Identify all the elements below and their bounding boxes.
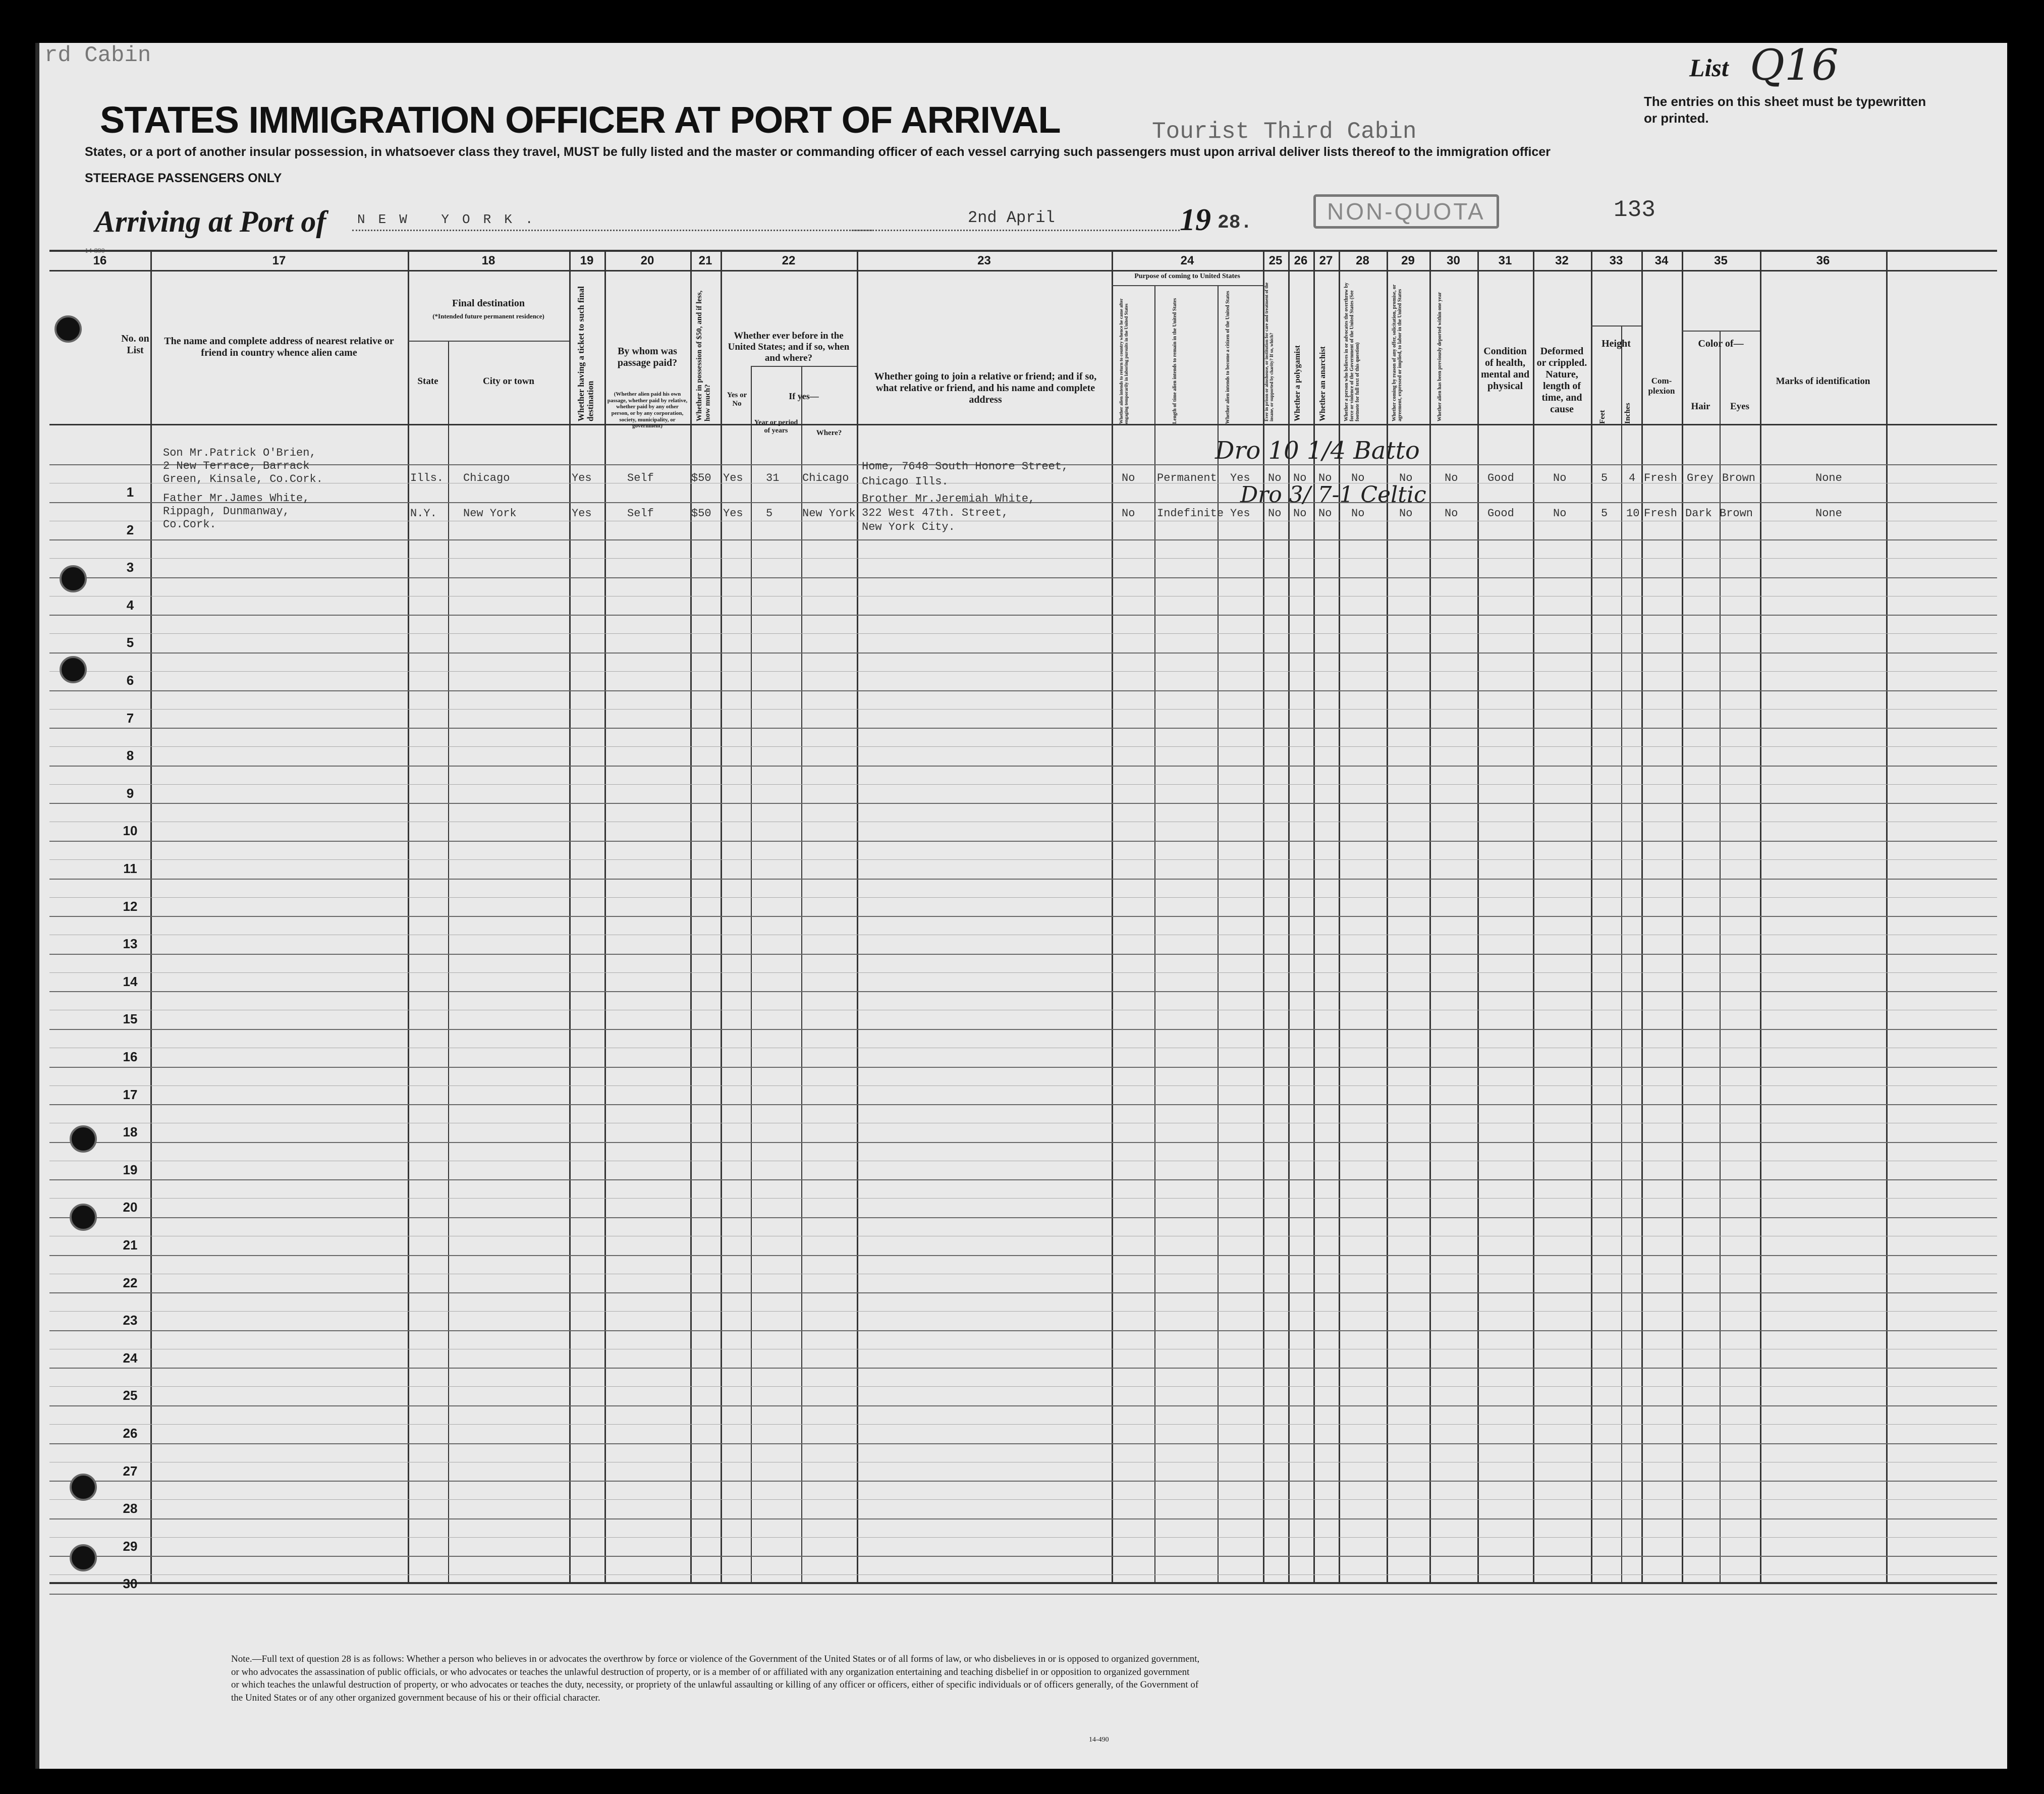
col-num: 23 <box>977 254 991 267</box>
row-rule <box>49 1029 1997 1030</box>
row-subrule <box>49 897 1997 898</box>
row1-citizen: Yes <box>1230 472 1250 484</box>
row-rule <box>49 1594 1997 1595</box>
row2-q29: No <box>1399 507 1413 520</box>
col-num: 33 <box>1609 254 1623 267</box>
header-purpose-citizen: Whether alien intends to become a citizen of the United States <box>1225 291 1231 424</box>
row-rule <box>49 1217 1997 1218</box>
row-rule <box>49 615 1997 616</box>
header-inches: Inches <box>1624 403 1632 424</box>
row1-complexion: Fresh <box>1644 472 1678 484</box>
row2-polygamist: No <box>1293 507 1307 520</box>
row2-anarchist: No <box>1318 507 1332 520</box>
header-polygamist: Whether a polygamist <box>1293 345 1302 421</box>
list-number: Q16 <box>1750 40 1839 90</box>
header-q28: Whether a person who believes in or advocates the overthrow by force or violence of the Government of the United States (See footnote for full text of this question) <box>1344 283 1360 421</box>
row-number: 11 <box>123 861 137 876</box>
header-prison: Ever in prison or almshouse, or institution for care and treatment of the insane, or supported by charity? If so, which? <box>1264 282 1274 421</box>
header-purpose-length: Length of time alien intends to remain in the United States <box>1172 298 1178 424</box>
row-rule <box>49 1443 1997 1444</box>
row-rule <box>49 1330 1997 1331</box>
row-rule <box>49 1405 1997 1406</box>
header-color-of: Color of— <box>1698 338 1744 349</box>
header-money: Whether in possession of $50, and if less, how much? <box>695 290 712 421</box>
col-num: 29 <box>1401 254 1415 267</box>
row-rule <box>49 1368 1997 1369</box>
header-where: Where? <box>816 429 842 437</box>
row1-handwritten-annotation: Dro 10 1/4 Batto <box>1215 437 1420 465</box>
sub-divider <box>751 366 752 1582</box>
row-number: 10 <box>123 823 138 838</box>
col-num: 22 <box>782 254 796 267</box>
col-num: 26 <box>1294 254 1308 267</box>
footnote-question-28: Note.—Full text of question 28 is as follows: Whether a person who believes in or advocates the overthrow by force or violence of the Government of the United States or of all forms of law, or who disbelieves in or is opposed to organized government, or who advocates the assassination of public officials, or who advocates or teaches the unlawful destruction of property, or is a member of or affiliated with any organization entertaining and teaching disbelief in or opposition to organized government or which teaches the unlawful destruction of property, or who advocates or teaches the duty, necessity, or propriety of the unlawful assaulting or killing of any officer or officers, either of specific individuals or of officers generally, of the Government of the United States or of any other organized government because of his or their official character. <box>231 1654 1200 1703</box>
header-hair: Hair <box>1691 401 1710 412</box>
year-suffix: 28. <box>1218 212 1252 234</box>
row-number: 5 <box>126 635 134 650</box>
row-number: 2 <box>126 522 134 537</box>
row-number: 16 <box>123 1049 138 1064</box>
row-number: 8 <box>126 748 134 763</box>
row-rule <box>49 803 1997 804</box>
col-num: 28 <box>1356 254 1369 267</box>
row1-prison: No <box>1268 472 1282 484</box>
port-value: NEW YORK. <box>357 212 546 227</box>
col-num: 25 <box>1268 254 1283 267</box>
row-number: 30 <box>123 1576 138 1591</box>
row2-money: $50 <box>691 507 711 520</box>
row2-length: Indefinite <box>1157 507 1224 520</box>
col-num: 21 <box>698 254 712 267</box>
header-year-period: Year or period of years <box>754 419 798 435</box>
row1-marks: None <box>1815 472 1842 484</box>
subheader-rule <box>1682 331 1760 332</box>
row2-inches: 10 <box>1626 507 1640 520</box>
binder-hole <box>70 1544 97 1571</box>
row1-state: Ills. <box>410 472 444 484</box>
row-rule <box>49 1067 1997 1068</box>
header-height: Height <box>1601 338 1631 349</box>
non-quota-stamp: NON-QUOTA <box>1313 194 1499 229</box>
row2-relative: Father Mr.James White, Rippagh, Dunmanway, Co.Cork. <box>163 492 310 531</box>
header-final-destination-note: (*Intended future permanent residence) <box>432 312 544 320</box>
subheader-rule <box>408 341 569 342</box>
binder-hole <box>70 1204 97 1231</box>
row-subrule <box>49 1311 1997 1312</box>
header-yes-or-no: Yes or No <box>727 391 747 408</box>
row1-paid-by: Self <box>627 472 654 484</box>
row2-feet: 5 <box>1601 507 1608 520</box>
row-number: 3 <box>126 560 134 575</box>
binder-hole <box>70 1474 97 1501</box>
header-no-on-list: No. on List <box>121 333 149 356</box>
row1-eyes: Brown <box>1722 472 1756 484</box>
row-rule <box>49 539 1997 540</box>
row1-length: Permanent <box>1157 472 1217 484</box>
row-rule <box>49 991 1997 992</box>
row-number: 24 <box>123 1350 138 1366</box>
row1-health: Good <box>1487 472 1514 484</box>
row1-years: 31 <box>766 472 780 484</box>
row-subrule <box>49 671 1997 672</box>
row-subrule <box>49 972 1997 973</box>
row-number: 25 <box>123 1388 138 1403</box>
row1-join: Home, 7648 South Honore Street, Chicago Ills. <box>862 460 1069 488</box>
header-ticket: Whether having a ticket to such final destination <box>576 286 595 421</box>
footnote-code: 14-490 <box>1089 1736 1109 1744</box>
row-rule <box>49 1142 1997 1143</box>
col-num: 18 <box>481 254 495 267</box>
row-rule <box>49 1556 1997 1557</box>
row1-deformed: No <box>1553 472 1567 484</box>
row-rule <box>49 653 1997 654</box>
row-number: 14 <box>123 974 138 989</box>
col-num: 30 <box>1447 254 1460 267</box>
sub-divider <box>801 366 802 1582</box>
header-join: Whether going to join a relative or friend; and if so, what relative or friend, and his name and complete address <box>874 371 1097 405</box>
form-code: 14-890 <box>85 247 105 255</box>
row2-state: N.Y. <box>410 507 437 520</box>
row1-q29: No <box>1399 472 1413 484</box>
header-paid-by-note: (Whether alien paid his own passage, whether paid by relative, whether paid by any other person, or by any corporation, society, municipality, or government) <box>607 391 688 429</box>
row-number: 22 <box>123 1275 138 1290</box>
row-subrule <box>49 746 1997 747</box>
col-num: 32 <box>1555 254 1569 267</box>
header-before: Whether ever before in the United States; and if so, when and where? <box>728 331 850 363</box>
header-eyes: Eyes <box>1730 401 1749 412</box>
row-number: 18 <box>123 1124 138 1139</box>
header-paid-by: By whom was passage paid? <box>617 346 678 368</box>
row1-where: Chicago <box>802 472 849 484</box>
manifest-sheet <box>35 40 2007 1769</box>
typewriting-instructions: The entries on this sheet must be typewritten or printed. <box>1644 94 1926 126</box>
col-num: 16 <box>93 254 107 267</box>
row-rule <box>49 766 1997 767</box>
row-subrule <box>49 1574 1997 1575</box>
row-rule <box>49 1518 1997 1519</box>
form-title: STATES IMMIGRATION OFFICER AT PORT OF ARRIVAL <box>100 99 1061 141</box>
row-rule <box>49 954 1997 955</box>
row-subrule <box>49 1499 1997 1500</box>
header-q29: Whether coming by reason of any offer, solicitation, promise, or agreement, expressed or implied, to labor in the United States <box>1392 284 1403 421</box>
row-rule <box>49 690 1997 691</box>
row-number: 15 <box>123 1011 138 1026</box>
binder-hole <box>60 656 87 683</box>
sub-divider <box>1154 285 1155 1582</box>
col-num: 19 <box>580 254 594 267</box>
binder-hole <box>60 565 87 592</box>
row2-purpose-return: No <box>1122 507 1135 520</box>
row-subrule <box>49 633 1997 634</box>
row1-inches: 4 <box>1629 472 1636 484</box>
row-rule <box>49 1179 1997 1180</box>
row-number: 23 <box>123 1313 138 1328</box>
port-underline <box>352 230 872 231</box>
binder-hole <box>70 1125 97 1153</box>
row-subrule <box>49 1085 1997 1086</box>
sub-divider <box>1218 285 1219 1582</box>
row2-complexion: Fresh <box>1644 507 1678 520</box>
row-number: 21 <box>123 1237 138 1253</box>
subheader-rule <box>1112 285 1263 286</box>
form-subtitle: States, or a port of another insular possession, in whatsoever class they travel, MUST be fully listed and the master or commanding officer of each vessel carrying such passengers must upon arrival deliver lists thereof to the immigration officer <box>85 145 1551 159</box>
row2-city: New York <box>463 507 517 520</box>
row2-q28: No <box>1351 507 1365 520</box>
row-number: 26 <box>123 1426 138 1441</box>
row1-purpose-return: No <box>1122 472 1135 484</box>
column-number-rule <box>49 270 1997 271</box>
col-num: 31 <box>1498 254 1512 267</box>
row2-years: 5 <box>766 507 773 520</box>
row2-citizen: Yes <box>1230 507 1250 520</box>
subheader-rule <box>1591 325 1641 327</box>
row2-q30: No <box>1445 507 1458 520</box>
row-subrule <box>49 709 1997 710</box>
row-subrule <box>49 558 1997 559</box>
row-rule <box>49 916 1997 917</box>
header-health: Condition of health, mental and physical <box>1480 346 1530 392</box>
header-complexion: Com-plexion <box>1648 376 1675 396</box>
date-underline <box>852 230 1180 231</box>
col-num: 34 <box>1654 254 1669 267</box>
row1-q30: No <box>1445 472 1458 484</box>
row1-money: $50 <box>691 472 711 484</box>
row-subrule <box>49 859 1997 860</box>
row1-before: Yes <box>723 472 743 484</box>
row2-health: Good <box>1487 507 1514 520</box>
row2-deformed: No <box>1553 507 1567 520</box>
row-number: 12 <box>123 899 138 914</box>
corner-tag: rd Cabin <box>44 43 151 68</box>
col-num: 20 <box>640 254 654 267</box>
row-rule <box>49 1104 1997 1105</box>
row2-prison: No <box>1268 507 1282 520</box>
row1-q28: No <box>1351 472 1365 484</box>
row-number: 1 <box>126 484 134 500</box>
row-subrule <box>49 1386 1997 1387</box>
row-subrule <box>49 1198 1997 1199</box>
table-top-rule <box>49 250 1997 252</box>
row-number: 29 <box>123 1539 138 1554</box>
row-number: 4 <box>126 597 134 613</box>
row-rule <box>49 879 1997 880</box>
binder-hole <box>54 315 82 343</box>
steerage-label: STEERAGE PASSENGERS ONLY <box>85 171 282 185</box>
row-number: 19 <box>123 1162 138 1177</box>
row2-paid-by: Self <box>627 507 654 520</box>
header-deformed: Deformed or crippled. Nature, length of time, and cause <box>1536 346 1587 415</box>
col-num: 17 <box>272 254 286 267</box>
row2-where: New York <box>802 507 856 520</box>
page-number: 133 <box>1614 197 1655 223</box>
header-final-destination: Final destination <box>452 298 525 309</box>
year-prefix: 19 <box>1180 203 1211 237</box>
row2-marks: None <box>1815 507 1842 520</box>
row-rule <box>49 1292 1997 1293</box>
row-number: 9 <box>126 786 134 801</box>
row2-before: Yes <box>723 507 743 520</box>
row-rule <box>49 728 1997 729</box>
arrival-date: 2nd April <box>968 208 1055 227</box>
row1-feet: 5 <box>1601 472 1608 484</box>
row-number: 7 <box>126 711 134 726</box>
header-feet: Feet <box>1598 410 1607 424</box>
col-num: 35 <box>1714 254 1728 267</box>
header-bottom-rule <box>49 424 1997 425</box>
header-marks: Marks of identification <box>1776 376 1870 387</box>
sub-divider <box>448 341 449 1582</box>
header-anarchist: Whether an anarchist <box>1318 346 1327 421</box>
row2-join: Brother Mr.Jeremiah White, 322 West 47th. Street, New York City. <box>862 493 1035 533</box>
row1-hair: Grey <box>1687 472 1714 484</box>
row-subrule <box>49 1537 1997 1538</box>
row1-ticket: Yes <box>572 472 592 484</box>
header-if-yes: If yes— <box>789 391 819 401</box>
row-number: 28 <box>123 1501 138 1516</box>
header-state: State <box>417 376 438 387</box>
row2-handwritten-annotation: Dro 3/ 7-1 Celtic <box>1240 482 1426 508</box>
row2-hair: Dark <box>1685 507 1712 520</box>
header-city: City or town <box>482 376 535 387</box>
col-num: 24 <box>1180 254 1194 267</box>
row-number: 13 <box>123 936 138 951</box>
header-purpose: Purpose of coming to United States <box>1134 273 1240 280</box>
col-num: 36 <box>1816 254 1830 267</box>
row-rule <box>49 1481 1997 1482</box>
header-nearest-relative: The name and complete address of nearest relative or friend in country whence alien came <box>164 336 394 358</box>
subheader-rule <box>751 366 857 367</box>
header-purpose-return: Whether alien intends to return to country whence he came after engaging temporarily in laboring pursuits in the United States <box>1119 298 1129 424</box>
row-number: 20 <box>123 1200 138 1215</box>
row-number: 27 <box>123 1463 138 1479</box>
row1-city: Chicago <box>463 472 510 484</box>
class-typed: Tourist Third Cabin <box>1152 119 1417 145</box>
row-number: 17 <box>123 1087 138 1102</box>
row-subrule <box>49 784 1997 785</box>
header-q30: Whether alien has been previously deported within one year <box>1437 292 1443 421</box>
row1-relative: Son Mr.Patrick O'Brien, 2 New Terrace, Barrack Green, Kinsale, Co.Cork. <box>163 447 323 485</box>
row-rule <box>49 1255 1997 1256</box>
col-num: 27 <box>1319 254 1333 267</box>
list-label: List <box>1689 53 1729 82</box>
arriving-label: Arriving at Port of <box>95 205 326 238</box>
row2-eyes: Brown <box>1720 507 1753 520</box>
row-number: 6 <box>126 673 134 688</box>
row1-polygamist: No <box>1293 472 1307 484</box>
row-rule <box>49 577 1997 578</box>
row1-anarchist: No <box>1318 472 1332 484</box>
row2-ticket: Yes <box>572 507 592 520</box>
table-bottom-rule <box>49 1582 1997 1584</box>
row-subrule <box>49 1424 1997 1425</box>
row-rule <box>49 841 1997 842</box>
